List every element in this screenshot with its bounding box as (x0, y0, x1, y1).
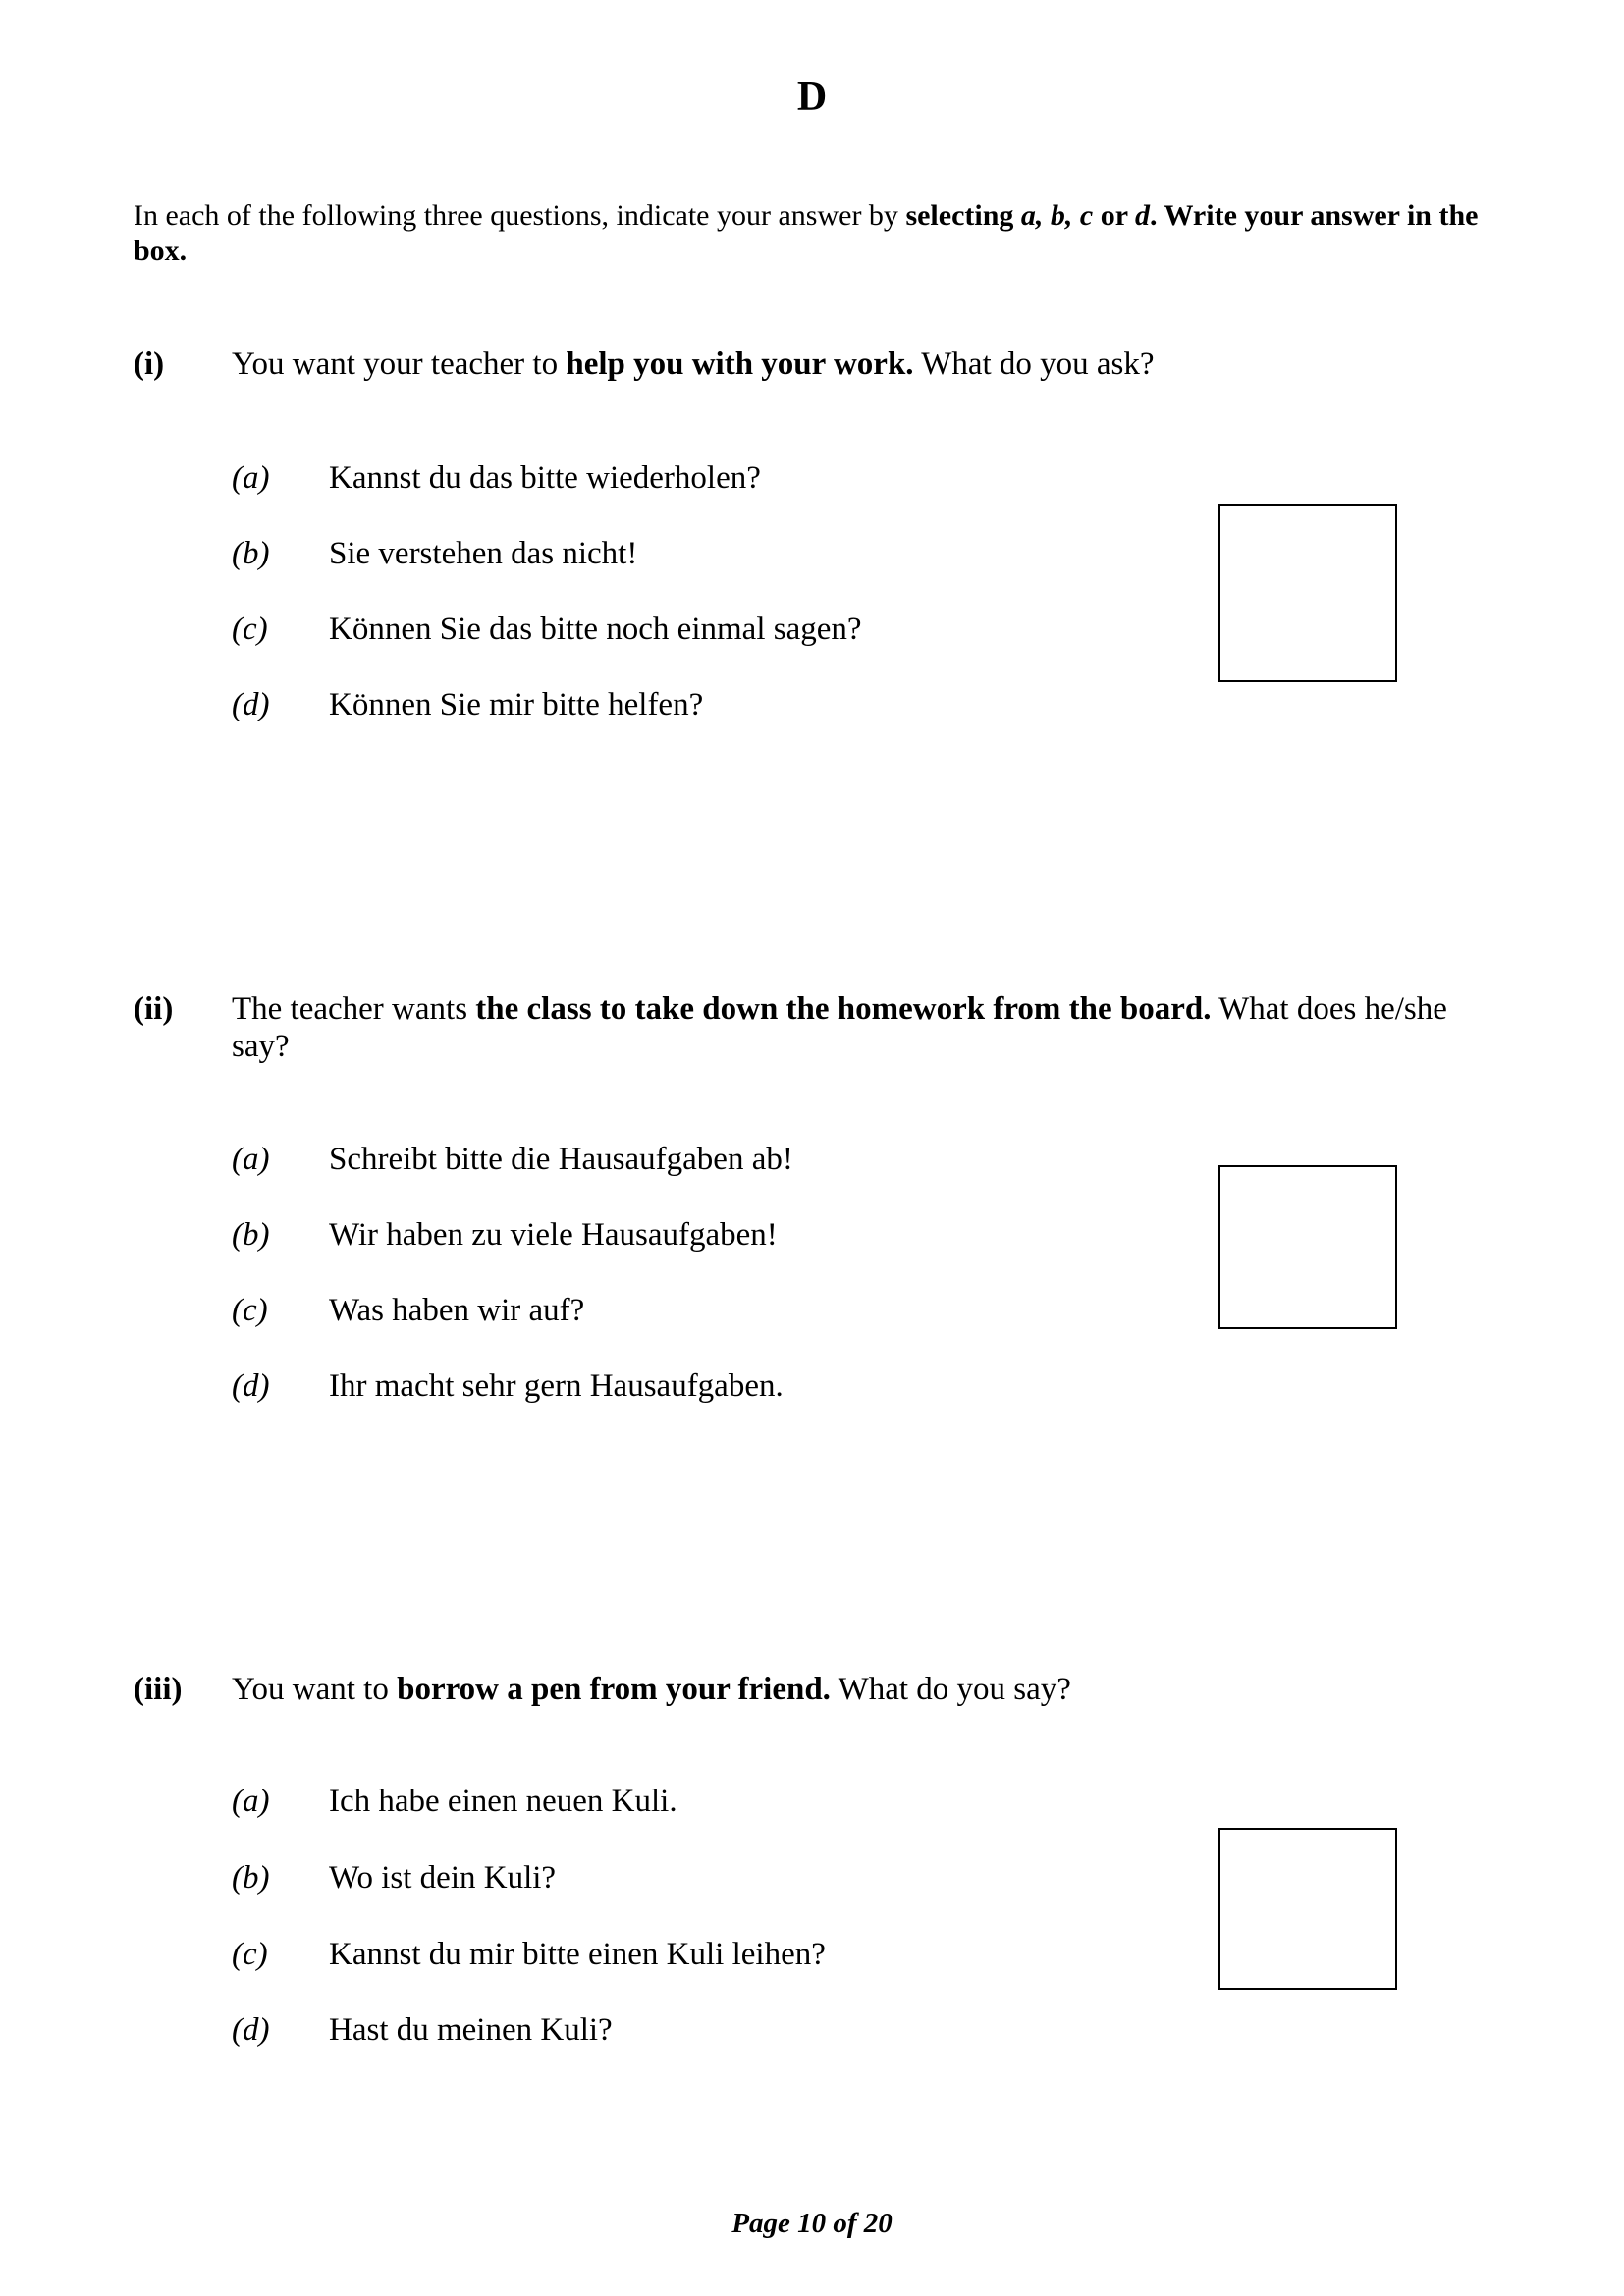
question-prompt (232, 1671, 1508, 1708)
option-text: Kannst du mir bitte einen Kuli leihen? (329, 1937, 826, 1972)
instructions-letter-d: d (1135, 199, 1151, 232)
option-letter: (b) (232, 1217, 270, 1253)
option-text: Ihr macht sehr gern Hausaufgaben. (329, 1368, 784, 1404)
option-letter: (d) (232, 2012, 270, 2048)
question-prompt-text: You want your teacher to (232, 347, 567, 382)
question-prompt-text: What does he/she say? (232, 991, 1447, 1064)
option-text: Wir haben zu viele Hausaufgaben! (329, 1217, 778, 1253)
option-letter: (c) (232, 612, 268, 647)
option-text: Schreibt bitte die Hausaufgaben ab! (329, 1142, 793, 1177)
option-letter: (b) (232, 536, 270, 571)
instructions-bold-selecting: selecting (905, 199, 1021, 232)
question-prompt (232, 346, 1508, 383)
option-letter: (d) (232, 687, 270, 722)
option-letter: (c) (232, 1937, 268, 1972)
option-text: Hast du meinen Kuli? (329, 2012, 613, 2048)
option-text: Können Sie das bitte noch einmal sagen? (329, 612, 862, 647)
option-text: Können Sie mir bitte helfen? (329, 687, 704, 722)
option-letter: (c) (232, 1293, 268, 1328)
option-letter: (a) (232, 1142, 270, 1177)
answer-box[interactable] (1218, 504, 1397, 682)
question-prompt-bold: borrow a pen from your friend. (397, 1672, 831, 1707)
question-prompt-bold: help you with your work. (566, 347, 914, 382)
question-prompt-text: What do you say? (830, 1672, 1071, 1707)
question-number: (iii) (134, 1672, 183, 1707)
option-text: Wo ist dein Kuli? (329, 1860, 557, 1896)
option-letter: (d) (232, 1368, 270, 1404)
question-prompt-text: The teacher wants (232, 991, 476, 1027)
instructions-bold-or: or (1093, 199, 1136, 232)
option-text: Was haben wir auf? (329, 1293, 585, 1328)
question-prompt-text: You want to (232, 1672, 398, 1707)
instructions-text: In each of the following three questions, indicate your answer by (134, 199, 906, 232)
question-number: (ii) (134, 991, 174, 1027)
instructions-bold-rest: . Write your answer in the box. (134, 199, 1479, 267)
answer-box[interactable] (1218, 1165, 1397, 1329)
option-letter: (a) (232, 460, 270, 496)
question-prompt-bold: the class to take down the homework from the board. (475, 991, 1212, 1027)
option-letter: (a) (232, 1784, 270, 1819)
question-number: (i) (134, 347, 165, 382)
question-prompt-text: What do you ask? (913, 347, 1155, 382)
section-heading: D (796, 75, 828, 120)
answer-box[interactable] (1218, 1828, 1397, 1990)
page-footer: Page 10 of 20 (731, 2208, 893, 2239)
question-prompt (232, 990, 1508, 1065)
option-text: Ich habe einen neuen Kuli. (329, 1784, 677, 1819)
option-text: Sie verstehen das nicht! (329, 536, 638, 571)
option-text: Kannst du das bitte wiederholen? (329, 460, 761, 496)
instructions (134, 198, 1508, 269)
instructions-letters: a, b, c (1020, 199, 1094, 232)
option-letter: (b) (232, 1860, 270, 1896)
